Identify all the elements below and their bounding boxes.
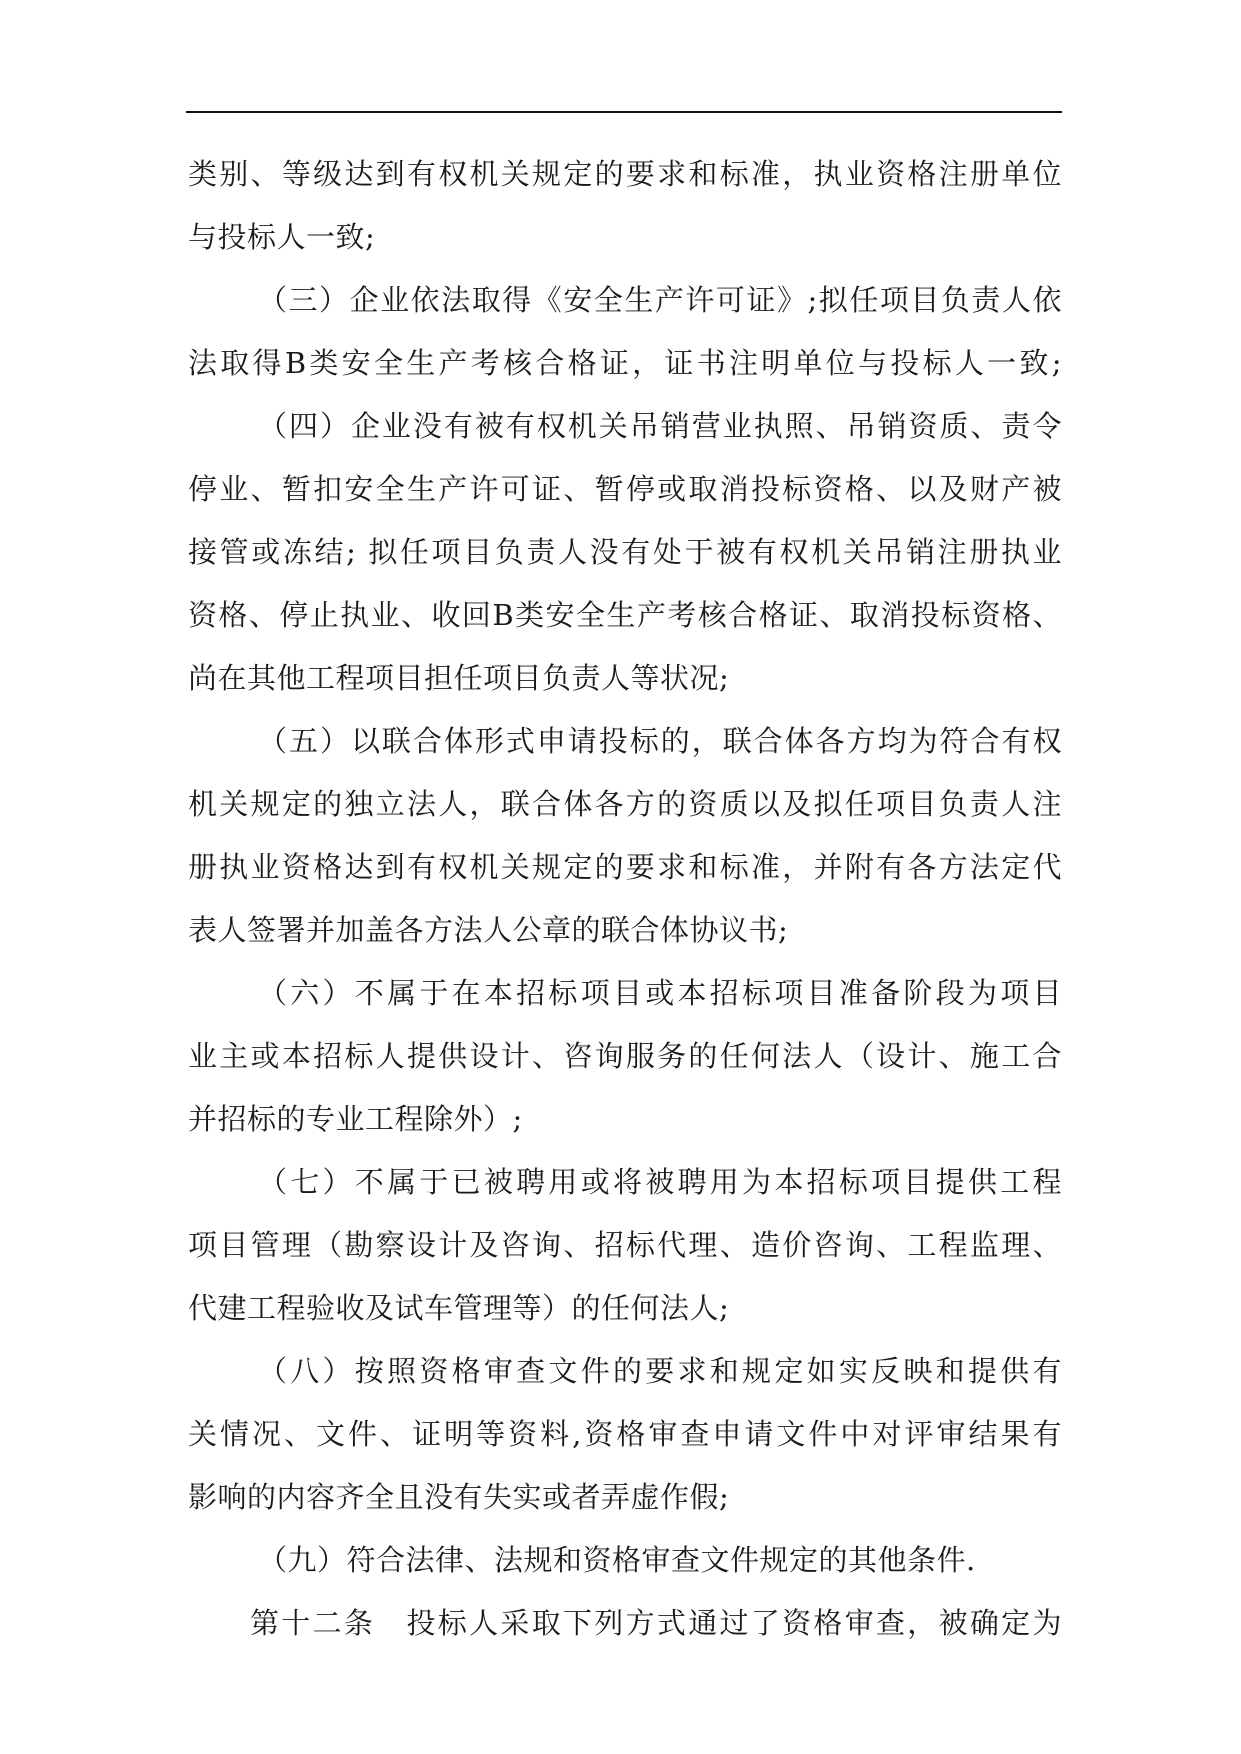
paragraph-8-start: （八）按照资格审查文件的要求和规定如实反映和提供有	[258, 1354, 1062, 1388]
text-line: 项目管理（勘察设计及咨询、招标代理、造价咨询、工程监理、	[188, 1228, 1062, 1262]
paragraph-9: （九）符合法律、法规和资格审查文件规定的其他条件.	[258, 1543, 976, 1577]
text-line: 影响的内容齐全且没有失实或者弄虚作假;	[188, 1480, 730, 1514]
text-line: 资格、停止执业、收回B类安全生产考核合格证、取消投标资格、	[188, 598, 1062, 632]
text-line: 停业、暂扣安全生产许可证、暂停或取消投标资格、以及财产被	[188, 472, 1062, 506]
text-line: 表人签署并加盖各方法人公章的联合体协议书;	[188, 913, 789, 947]
text-line: 法取得B类安全生产考核合格证，证书注明单位与投标人一致;	[188, 346, 1062, 380]
text-line: 与投标人一致;	[188, 220, 376, 254]
text-line: 关情况、文件、证明等资料,资格审查申请文件中对评审结果有	[188, 1417, 1062, 1451]
text-line: 并招标的专业工程除外）;	[188, 1102, 523, 1136]
text-line: 代建工程验收及试车管理等）的任何法人;	[188, 1291, 730, 1325]
paragraph-7-start: （七）不属于已被聘用或将被聘用为本招标项目提供工程	[258, 1165, 1062, 1199]
text-line: 接管或冻结; 拟任项目负责人没有处于被有权机关吊销注册执业	[188, 535, 1062, 569]
text-line: 机关规定的独立法人，联合体各方的资质以及拟任项目负责人注	[188, 787, 1062, 821]
text-line: 尚在其他工程项目担任项目负责人等状况;	[188, 661, 730, 695]
article-12-start: 第十二条 投标人采取下列方式通过了资格审查，被确定为	[250, 1606, 1062, 1640]
header-rule	[186, 111, 1062, 113]
text-line: 业主或本招标人提供设计、咨询服务的任何法人（设计、施工合	[188, 1039, 1062, 1073]
paragraph-5-start: （五）以联合体形式申请投标的，联合体各方均为符合有权	[258, 724, 1062, 758]
paragraph-4-start: （四）企业没有被有权机关吊销营业执照、吊销资质、责令	[258, 409, 1062, 443]
paragraph-3-start: （三）企业依法取得《安全生产许可证》;拟任项目负责人依	[258, 283, 1062, 317]
text-line: 册执业资格达到有权机关规定的要求和标准，并附有各方法定代	[188, 850, 1062, 884]
text-line: 类别、等级达到有权机关规定的要求和标准，执业资格注册单位	[188, 157, 1062, 191]
paragraph-6-start: （六）不属于在本招标项目或本招标项目准备阶段为项目	[258, 976, 1062, 1010]
